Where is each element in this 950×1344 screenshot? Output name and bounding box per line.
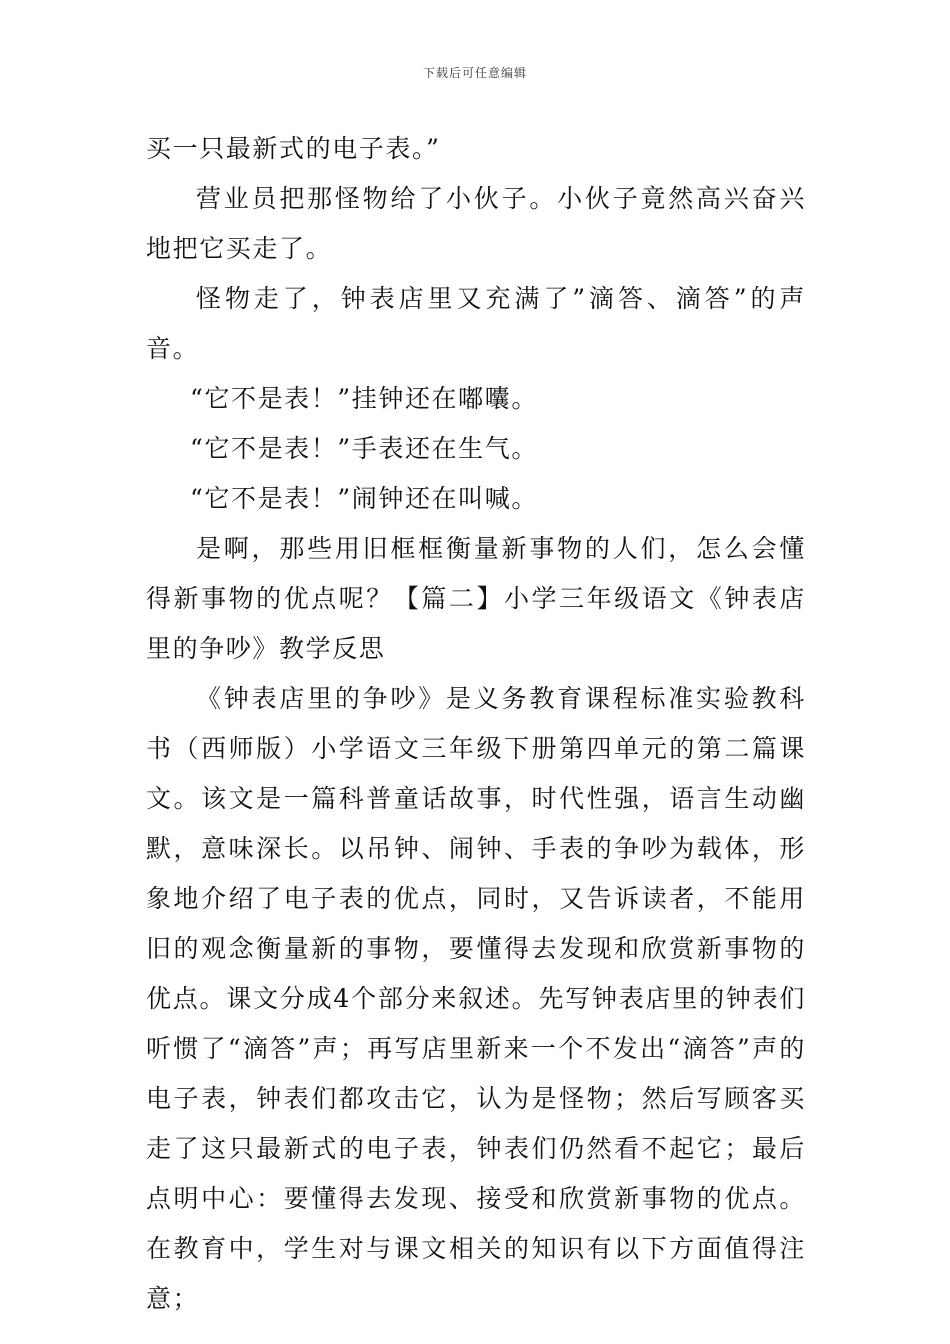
paragraph: 怪物走了，钟表店里又充满了”滴答、滴答”的声音。 bbox=[146, 284, 806, 363]
document-body bbox=[146, 124, 806, 1324]
paragraph: 《钟表店里的争吵》是义务教育课程标准实验教科书（西师版）小学语文三年级下册第四单元的第二篇课文。该文是一篇科普童话故事，时代性强，语言生动幽默，意味深长。以吊钟、闹钟、手表的争吵为载体，形象地介绍了电子表的优点，同时，又告诉读者，不能用旧的观念衡量新的事物，要懂得去发现和欣赏新事物的优点。课文分成4个部分来叙述。先写钟表店里的钟表们听惯了“滴答”声；再写店里新来一个不发出“滴答”声的电子表，钟表们都攻击它，认为是怪物；然后写顾客买走了这只最新式的电子表，钟表们仍然看不起它；最后点明中心：要懂得去发现、接受和欣赏新事物的优点。在教育中，学生对与课文相关的知识有以下方面值得注意； bbox=[146, 684, 806, 1313]
paragraph: 营业员把那怪物给了小伙子。小伙子竟然高兴奋兴地把它买走了。 bbox=[146, 184, 806, 263]
paragraph: “它不是表！”挂钟还在嘟囔。 bbox=[190, 384, 538, 413]
paragraph: 是啊，那些用旧框框衡量新事物的人们，怎么会懂得新事物的优点呢？【篇二】小学三年级语文《钟表店里的争吵》教学反思 bbox=[146, 534, 806, 663]
page-header: 下载后可任意编辑 bbox=[422, 66, 527, 80]
paragraph: “它不是表！”手表还在生气。 bbox=[190, 434, 538, 463]
paragraph: 买一只最新式的电子表。” bbox=[146, 134, 441, 163]
paragraph: “它不是表！”闹钟还在叫喊。 bbox=[190, 484, 538, 513]
